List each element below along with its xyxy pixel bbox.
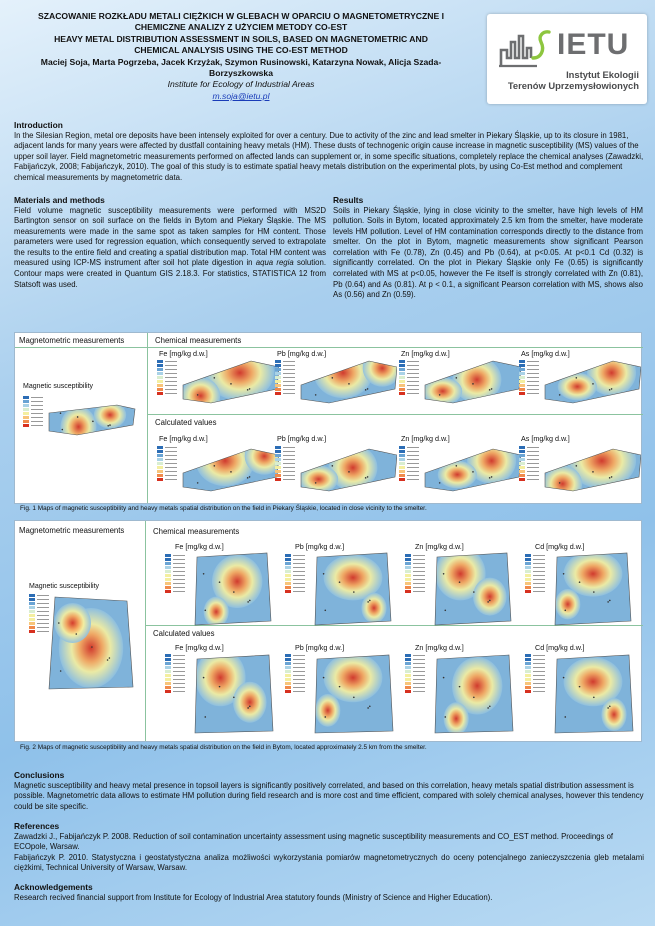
map-legend [165, 553, 187, 595]
methods-heading: Materials and methods [14, 195, 105, 205]
map-legend [405, 553, 427, 595]
methods-text-part-b: solution. Contour maps were created in Quantum GIS 2.18.3. For statistics, STATISTICA 12 from Statsoft was used. [14, 258, 326, 289]
fig1-calculated-label: Calculated values [155, 418, 217, 427]
fig1-calc-map-title-2: Pb [mg/kg d.w.] [277, 434, 327, 443]
fig1-divider-calc [147, 414, 643, 415]
fig2-magnetic-susceptibility-label: Magnetic susceptibility [29, 583, 100, 590]
title-polish-line-2: CHEMICZNE ANALIZY Z UŻYCIEM METODY CO-EST [134, 22, 348, 33]
fig2-chem-map-title-1: Fe [mg/kg d.w.] [175, 542, 224, 551]
results-heading: Results [333, 195, 364, 205]
map-legend [399, 445, 421, 483]
figure-1-panel [14, 332, 642, 504]
factory-skyline-icon [497, 28, 553, 70]
conclusions-section [14, 770, 644, 812]
title-english-line-2: CHEMICAL ANALYSIS USING THE CO-EST METHOD [134, 45, 348, 56]
fig2-chem-map-1 [191, 551, 275, 627]
fig2-chem-map-3 [431, 551, 515, 627]
fig2-calc-map-title-3: Zn [mg/kg d.w.] [415, 643, 464, 652]
logo-brand-text: IETU [557, 28, 630, 61]
fig1-divider-chem [147, 347, 643, 348]
fig2-divider-vertical [145, 521, 146, 741]
fig1-calc-map-2 [299, 447, 397, 493]
fig2-calc-map-3 [431, 653, 515, 735]
acknowledgements-section [14, 882, 644, 903]
fig2-calc-map-title-1: Fe [mg/kg d.w.] [175, 643, 224, 652]
fig2-calc-map-4 [551, 653, 635, 735]
authors-line-2: Borzyszkowska [208, 68, 273, 79]
authors-line-1: Maciej Soja, Marta Pogrzeba, Jacek Krzyżak, Szymon Rusinowski, Katarzyna Nowak, Alicja Szada- [40, 56, 442, 67]
acknowledgements-heading: Acknowledgements [14, 882, 93, 892]
fig1-calc-map-title-3: Zn [mg/kg d.w.] [401, 434, 450, 443]
ietu-logo [487, 14, 647, 104]
methods-text-part-a: Field volume magnetic susceptibility measurements were performed with MS2D Bartington sensor on soil surface on the fields in Bytom and Piekary Śląskie. The MS measurements were made in the same spot as taken samples for HM content. Those parameters were used for regression equation, which consequently served to extrapolate the results to the entire field and creating a spatial distribution map. Total HM content was measured using ICP-MS instrument after soil hot plate digestion in [14, 205, 326, 268]
map-legend [525, 653, 547, 695]
author-email-link[interactable]: m.soja@ietu.pl [212, 90, 270, 101]
map-legend [285, 653, 307, 695]
results-section [333, 195, 643, 301]
fig1-magnetic-susceptibility-map [47, 403, 137, 437]
map-legend [405, 653, 427, 695]
logo-institute-line-1: Instytut Ekologii [566, 69, 639, 80]
title-english-line-1: HEAVY METAL DISTRIBUTION ASSESSMENT IN SOILS, BASED ON MAGNETOMETRIC AND [54, 33, 428, 44]
conclusions-text: Magnetic susceptibility and heavy metal presence in topsoil layers is significantly positively correlated, and based on this correlation, heavy metals spatial distribution assessment is possible. Magnetometric data allows to estimate HM pollution during field research and is more cost and time efficient, compared with solely chemical analyses, however this tendency could be site specific. [14, 780, 644, 811]
fig2-chem-map-2 [311, 551, 395, 627]
map-legend [157, 359, 179, 397]
methods-text [14, 206, 326, 291]
fig1-chem-map-1 [181, 359, 279, 405]
fig2-magnetic-susceptibility-map [45, 593, 137, 693]
map-legend [525, 553, 547, 595]
reference-1: Zawadzki J., Fabijańczyk P. 2008. Reduction of soil contamination uncertainty assessment using magnetic susceptibility measurements and CO_EST method. Proceedings of ECOpole, Warsaw. [14, 831, 614, 852]
map-legend [519, 359, 541, 397]
references-heading: References [14, 821, 60, 831]
fig2-chem-map-4 [551, 551, 635, 627]
fig2-calc-map-2 [311, 653, 395, 735]
figure-1-caption: Fig. 1 Maps of magnetic susceptibility and heavy metals spatial distribution on the field in Piekary Śląskie, located in close vicinity to the smelter. [20, 505, 427, 512]
figure-2-caption: Fig. 2 Maps of magnetic susceptibility and heavy metals spatial distribution on the field in Bytom, located approximately 2.5 km from the smelter. [20, 744, 427, 751]
acknowledgements-text: Research recived financial support from Institute for Ecology of Industrial Area statutory founds (Ministry of Science and Higher Education). [14, 892, 493, 902]
map-legend [275, 445, 297, 483]
fig1-chem-map-3 [423, 359, 521, 405]
logo-institute-name [499, 69, 639, 91]
fig2-magnetometric-label: Magnetometric measurements [19, 526, 125, 535]
reference-2: Fabijańczyk P. 2010. Statystyczna i geostatystyczna analiza możliwości wykorzystania pomiarów magnetometrycznych do oceny potencjalnego zanieczyszczenia gleb metalami ciężkimi, Technical University of Warsaw, Warsaw. [14, 852, 644, 873]
fig1-chem-map-title-4: As [mg/kg d.w.] [521, 349, 570, 358]
fig2-chem-map-title-3: Zn [mg/kg d.w.] [415, 542, 464, 551]
fig1-calc-map-title-4: As [mg/kg d.w.] [521, 434, 570, 443]
figure-2-panel [14, 520, 642, 742]
fig2-chem-map-title-4: Cd [mg/kg d.w.] [535, 542, 585, 551]
map-legend [519, 445, 541, 483]
conclusions-heading: Conclusions [14, 770, 65, 780]
results-text: Soils in Piekary Śląskie, lying in close vicinity to the smelter, have high levels of HM pollution. Soils in Bytom, located approximately 2.5 km from the smelter, have moderate levels HM pollution. Level of HM contamination corresponds directly to the distance from smelter. On the plot in Bytom, magnetic measurements show significant Pearson correlation with Fe (0.78), Zn (0.45) and Pb (0.64), at p<0.05. At p<0.1 Cd (0.32) is significantly correlated. On the plot in Piekary Śląskie only Fe (0.65) is significantly correlated with MS at p<0.05, however the Fe itself is strongly correlated with Zn (0.81), Pb (0.64) and As (0.81). At p < 0.1, a significant Pearson correlation with MS, shows also As (0.56) and Zn (0.59). [333, 205, 643, 300]
map-legend [399, 359, 421, 397]
fig1-chem-map-title-2: Pb [mg/kg d.w.] [277, 349, 327, 358]
map-legend [285, 553, 307, 595]
affiliation: Institute for Ecology of Industrial Areas [167, 79, 315, 90]
fig2-calc-map-title-4: Cd [mg/kg d.w.] [535, 643, 585, 652]
fig1-chem-map-title-1: Fe [mg/kg d.w.] [159, 349, 208, 358]
introduction-heading: Introduction [14, 120, 63, 130]
map-legend [165, 653, 187, 695]
fig2-calc-map-title-2: Pb [mg/kg d.w.] [295, 643, 345, 652]
fig1-chem-map-title-3: Zn [mg/kg d.w.] [401, 349, 450, 358]
fig1-calc-map-1 [181, 447, 279, 493]
fig1-magnetometric-label: Magnetometric measurements [19, 336, 125, 345]
fig1-calc-map-4 [543, 447, 641, 493]
references-section [14, 821, 644, 874]
fig2-chem-map-title-2: Pb [mg/kg d.w.] [295, 542, 345, 551]
methods-text-italic: aqua regia [255, 258, 294, 268]
map-legend [157, 445, 179, 483]
fig1-divider-mag [15, 347, 147, 348]
map-legend [275, 359, 297, 397]
poster-header [0, 0, 655, 118]
fig1-divider-vertical [147, 333, 148, 503]
fig1-calc-map-title-1: Fe [mg/kg d.w.] [159, 434, 208, 443]
fig1-magnetic-susceptibility-label: Magnetic susceptibility [23, 383, 94, 390]
map-legend [23, 395, 45, 429]
logo-institute-line-2: Terenów Uprzemysłowionych [507, 80, 639, 91]
introduction-section [14, 120, 644, 183]
fig1-chemical-label: Chemical measurements [155, 336, 242, 345]
methods-section [14, 195, 326, 290]
fig2-calculated-label: Calculated values [153, 629, 215, 638]
fig1-calc-map-3 [423, 447, 521, 493]
fig1-chem-map-4 [543, 359, 641, 405]
introduction-text: In the Silesian Region, metal ore deposits have been intensely exploited for over a century. Due to activity of the zinc and lead smelter in Piekary Śląskie, up to its closure in 1981, adjacent lands for many years were affected by dustfall containing heavy metals (HM). These dusts of technogenic origin cause increase in magnetic susceptibility (MS) values of the upper soil layer. Field magnetometric measurements performed on affected lands can supplement or, in some specific situations, completely replace the chemical analyses (Zawadzki, Fabijańczyk, 2008; Fabijańczyk, 2010). The goal of this study is to estimate spatial heavy metals distribution on the experimental plots, by using Co-Est method and complement chemical measurements by magnetometric data. [14, 130, 644, 182]
fig1-chem-map-2 [299, 359, 397, 405]
fig2-calc-map-1 [191, 653, 275, 735]
title-polish-line-1: SZACOWANIE ROZKŁADU METALI CIĘŻKICH W GLEBACH W OPARCIU O MAGNETOMETRYCZNE I [38, 11, 444, 21]
poster-title-block [6, 11, 476, 102]
fig2-chemical-label: Chemical measurements [153, 527, 240, 536]
